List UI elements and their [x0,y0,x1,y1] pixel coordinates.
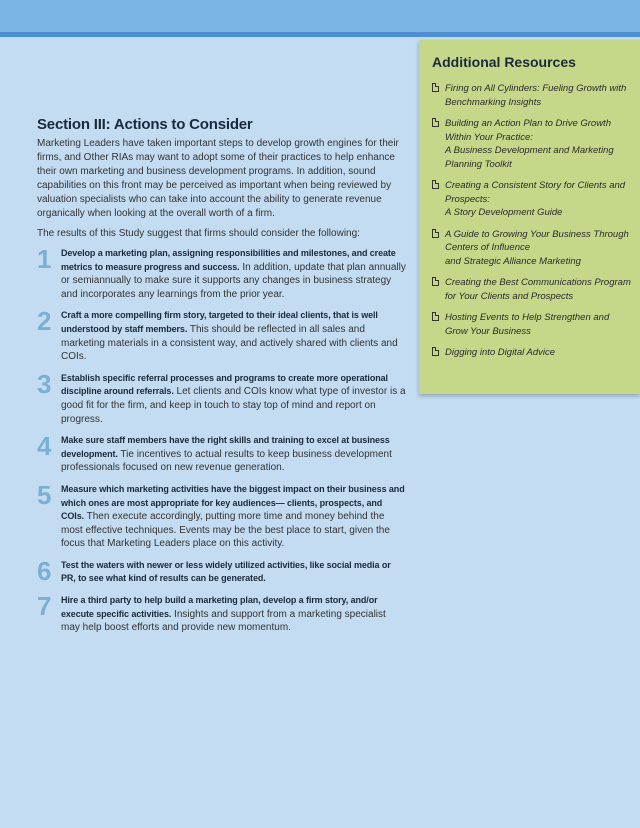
item-heading: Establish specific referral processes and programs to create more operational discipline around referrals. [61,372,388,397]
resource-line: Within Your Practice: [445,131,533,143]
header-band [0,0,640,32]
item-number: 3 [37,368,52,399]
item-heading: Test the waters with newer or less widely utilized activities, like social media or PR, to see what kind of results can be generated. [61,559,391,584]
action-item [37,591,407,635]
resource-line: Firing on All Cylinders: Fueling Growth with [445,83,627,94]
resource-line: Centers of Influence [445,242,531,253]
document-icon [432,312,439,321]
resource-line: Creating the Best Communications Program [445,277,631,288]
document-icon [432,277,439,286]
action-item [37,431,407,475]
resource-link[interactable] [432,82,636,109]
resource-link[interactable] [432,346,636,360]
item-number: 6 [37,555,52,586]
action-item [37,306,407,363]
resource-line: A Story Development Guide [445,207,563,218]
resource-link[interactable] [432,228,636,269]
item-number: 4 [37,431,52,462]
item-body: Tie incentives to actual results to keep business development professionals focused on new revenue generation. [61,448,392,474]
resource-line: A Business Development and Marketing [445,145,614,156]
item-body: In addition, update that plan annually or semiannually to make sure it supports any changes in business strategy and incorporates any learnings from the prior year. [61,261,406,300]
document-icon [432,180,439,189]
actions-list [37,244,407,635]
item-body: Insights and support from a marketing specialist may help boost efforts and provide new momentum. [61,608,386,634]
main-content [37,116,407,643]
lead-paragraph: The results of this Study suggest that firms should consider the following: [37,228,360,239]
resource-line: for Your Clients and Prospects [445,290,574,302]
resource-link[interactable] [432,179,636,220]
resource-line: Hosting Events to Help Strengthen and [445,312,610,323]
item-number: 1 [37,244,52,274]
document-icon [432,118,439,127]
resource-link[interactable] [432,311,636,338]
document-icon [432,347,439,356]
intro-paragraph: Marketing Leaders have taken important steps to develop growth engines for their firms, and Other RIAs may want to adopt some of their practices to help enhance their own marketing and business development programs. In addition, sound capabilities on this front may be perceived as important when being reviewed by valuation specialists who can take into account the ability to generate revenue organically when looking at the overall worth of a firm. [37,138,399,219]
action-item [37,368,407,426]
item-number: 5 [37,479,52,510]
resource-line: Creating a Consistent Story for Clients and [445,180,626,191]
item-heading: Hire a third party to help build a marketing plan, develop a firm story, and/or execute specific activities. [61,595,378,619]
resource-line: Prospects: [445,193,490,205]
item-heading: Make sure staff members have the right skills and training to excel at business development. [61,435,390,459]
header-rule [0,32,640,37]
resource-line: A Guide to Growing Your Business Through [445,228,629,240]
resource-line: Benchmarking Insights [445,96,542,108]
item-body: This should be reflected in all sales and marketing materials in a consistent way, and actively shared with clients and COIs. [61,323,398,363]
resource-line: and Strategic Alliance Marketing [445,255,581,267]
section-title: Section III: Actions to Consider [37,116,253,133]
resource-list [432,82,636,368]
document-icon [432,229,439,238]
item-body: Let clients and COIs know what type of investor is a good fit for the firm, and keep in touch to stay top of mind and report on progress. [61,386,406,425]
resource-link[interactable] [432,117,636,171]
additional-resources-panel [419,40,640,394]
resource-line: Grow Your Business [445,325,531,337]
item-heading: Craft a more compelling firm story, targeted to their ideal clients, that is well understood by staff members. [61,310,378,334]
resource-link[interactable] [432,276,636,303]
resource-line: Planning Toolkit [445,158,512,170]
document-icon [432,83,439,92]
action-item [37,479,407,551]
action-item [37,555,407,586]
item-number: 7 [37,591,52,622]
item-heading: Develop a marketing plan, assigning responsibilities and milestones, and create metrics to measure progress and success. [61,248,396,272]
resource-line: Digging into Digital Advice [445,347,556,358]
item-body: Then execute accordingly, putting more time and money behind the most effective techniques. Events may be the best place to start, given the focus that Marketing Leaders place on this activity. [61,511,390,550]
item-heading: Measure which marketing activities have the biggest impact on their business and which ones are most appropriate for key audiences— clients, prospects, and COIs. [61,483,405,522]
action-item [37,244,407,301]
resource-line: Building an Action Plan to Drive Growth [445,118,611,129]
sidebar-title: Additional Resources [432,54,576,70]
item-number: 2 [37,306,52,337]
